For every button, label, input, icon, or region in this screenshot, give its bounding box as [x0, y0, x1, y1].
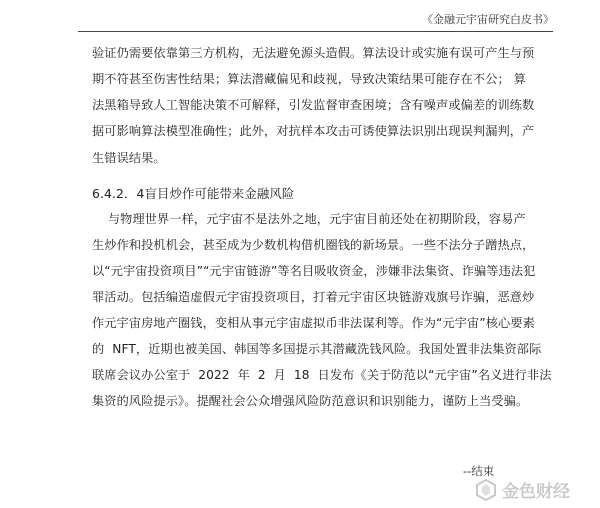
- body-text-line: 的 NFT，近期也被美国、韩国等多国提示其潜藏洗钱风险。我国处置非法集资部际: [92, 342, 542, 356]
- body-text-line: 据可影响算法模型准确性；此外，对抗样本攻击可诱使算法识别出现误判漏判，产: [92, 124, 535, 138]
- body-text-line: 以“元宇宙投资项目”“元宇宙链游”等名目吸收资金，涉嫌非法集资、诈骗等违法犯: [92, 264, 536, 278]
- watermark-text: 金色财经: [502, 482, 570, 502]
- jinse-logo-icon: [476, 479, 496, 501]
- header-divider: [78, 31, 553, 32]
- body-text-line: 期不符甚至伤害性结果；算法潜藏偏见和歧视，导致决策结果可能存在不公； 算: [92, 72, 527, 86]
- document-header-title: 《金融元宇宙研究白皮书》: [422, 13, 554, 26]
- body-text-line: 生炒作和投机机会，甚至成为少数机构借机圈钱的新场景。一些不法分子蹭热点，: [92, 238, 535, 252]
- body-text-line: 联席会议办公室于 2022 年 2 月 18 日发布《关于防范以“元宇宙”名义进行非法: [92, 368, 552, 382]
- body-text-line: 验证仍需要依靠第三方机构，无法避免源头造假。算法设计或实施有误可产生与预: [92, 46, 535, 60]
- body-text-line: 作元宇宙房地产圈钱，变相从事元宇宙虚拟币非法谋利等。作为“元宇宙”核心要素: [92, 316, 535, 330]
- body-text-line: 与物理世界一样，元宇宙不是法外之地，元宇宙目前还处在初期阶段，容易产: [92, 212, 526, 226]
- body-text-line: 集资的风险提示》。提醒社会公众增强风险防范意识和识别能力，谨防上当受骗。: [92, 394, 529, 408]
- body-text-line: 罪活动。包括编造虚假元宇宙投资项目，打着元宇宙区块链游戏旗号诈骗，恶意炒: [92, 290, 535, 304]
- body-text-line: 法黑箱导致人工智能决策不可解释，引发监督审查困境；含有噪声或偏差的训练数: [92, 98, 535, 112]
- end-marker: --结束: [463, 464, 495, 478]
- body-text-line: 生错误结果。: [92, 151, 166, 165]
- watermark: [476, 477, 570, 502]
- section-heading: 6.4.2．4盲目炒作可能带来金融风险: [92, 186, 295, 201]
